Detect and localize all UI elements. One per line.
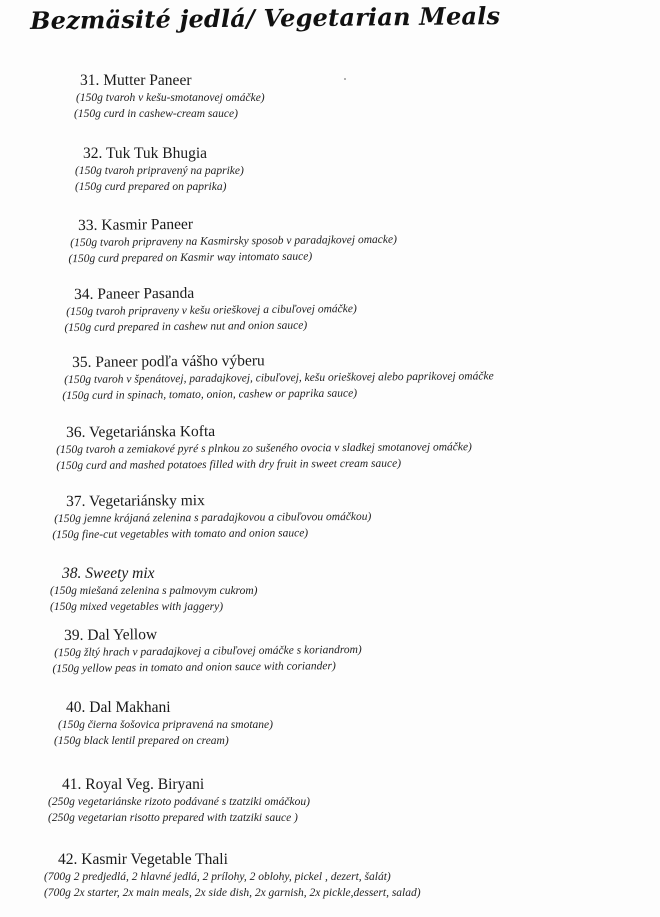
menu-item-desc-sk: (150g tvaroh pripravený na paprike): [75, 165, 244, 177]
menu-item: [52, 489, 660, 543]
menu-item-desc-en: (150g curd in cashew-cream sauce): [74, 108, 238, 120]
menu-item-desc-sk: (150g tvaroh v špenátovej, paradajkovej, cibuľovej, kešu orieškovej alebo paprikovej omáčke: [64, 370, 494, 387]
menu-item-name: 31. Mutter Paneer: [80, 72, 192, 89]
menu-item-name: 32. Tuk Tuk Bhugia: [83, 145, 208, 162]
menu-item: [54, 699, 660, 749]
menu-item-name: 42. Kasmir Vegetable Thali: [58, 851, 228, 868]
menu-item-desc-en: (150g curd prepared on paprika): [75, 181, 227, 193]
menu-item-desc-sk: (150g tvaroh pripraveny na Kasmirsky sposob v paradajkovej omacke): [70, 233, 397, 250]
page-title: Bezmäsité jedlá/ Vegetarian Meals: [30, 1, 501, 35]
menu-item-desc-sk: (150g miešaná zelenina s palmovym cukrom): [50, 585, 258, 597]
menu-item: [50, 565, 660, 615]
menu-item-desc-en: (150g yellow peas in tomato and onion sauce with coriander): [52, 660, 336, 676]
menu-item-name: 34. Paneer Pasanda: [74, 284, 195, 303]
menu-item: [52, 621, 660, 677]
menu-item-name: 35. Paneer podľa vášho výberu: [72, 352, 265, 371]
menu-item-name: 40. Dal Makhani: [66, 699, 171, 716]
menu-item: [56, 420, 660, 474]
menu-item: [48, 776, 660, 826]
menu-item-name: 41. Royal Veg. Biryani: [62, 776, 205, 793]
menu-item-desc-en: (150g curd in spinach, tomato, onion, cashew or paprika sauce): [62, 387, 358, 403]
menu-item: [74, 72, 660, 122]
menu-item-name: 33. Kasmir Paneer: [78, 215, 194, 235]
menu-item: [75, 145, 660, 195]
menu-item-desc-en: (150g fine-cut vegetables with tomato and onion sauce): [52, 527, 309, 542]
menu-item-desc-en: (150g curd and mashed potatoes filled with dry fruit in sweet cream sauce): [56, 457, 402, 473]
menu-item: [44, 851, 660, 901]
menu-item-desc-sk: (150g tvaroh a zemiakové pyré s plnkou zo sušeného ovocia v sladkej smotanovej omáčke): [56, 441, 472, 457]
menu-item-desc-sk: (150g jemne krájaná zelenina s paradajkovou a cibuľovou omáčkou): [54, 510, 372, 526]
menu-item-desc-en: (700g 2x starter, 2x main meals, 2x side dish, 2x garnish, 2x pickle,dessert, salad): [44, 887, 421, 899]
menu-item-desc-sk: (150g tvaroh pripraveny v kešu orieškovej a cibuľovej omáčke): [66, 303, 357, 319]
menu-item: [68, 211, 660, 267]
menu-item-desc-en: (150g curd prepared in cashew nut and onion sauce): [64, 319, 308, 335]
menu-item-name: 36. Vegetariánska Kofta: [66, 422, 216, 441]
menu-item-desc-sk: (250g vegetariánske rizoto podávané s tzatziki omáčkou): [48, 796, 310, 808]
menu-item-desc-en: (250g vegetarian risotto prepared with tzatziki sauce ): [48, 812, 298, 824]
menu-item-desc-en: (150g curd prepared on Kasmir way intomato sauce): [68, 250, 313, 266]
menu-item-desc-en: (150g mixed vegetables with jaggery): [50, 601, 224, 613]
menu-item: [62, 349, 660, 404]
menu-item-desc-sk: (150g žltý hrach v paradajkovej a cibuľovej omáčke s koriandrom): [54, 643, 362, 660]
menu-item-name: 39. Dal Yellow: [64, 626, 158, 644]
menu-item: [64, 280, 660, 336]
menu-item-desc-sk: (150g čierna šošovica pripravená na smotane): [58, 719, 273, 731]
menu-item-desc-sk: (150g tvaroh v kešu-smotanovej omáčke): [76, 92, 265, 104]
menu-item-name: 37. Vegetariánsky mix: [66, 492, 205, 510]
menu-item-desc-en: (150g black lentil prepared on cream): [54, 735, 229, 747]
menu-item-name: 38. Sweety mix: [62, 565, 155, 582]
menu-item-desc-sk: (700g 2 predjedlá, 2 hlavné jedlá, 2 prílohy, 2 oblohy, pickel , dezert, šalát): [44, 871, 391, 883]
